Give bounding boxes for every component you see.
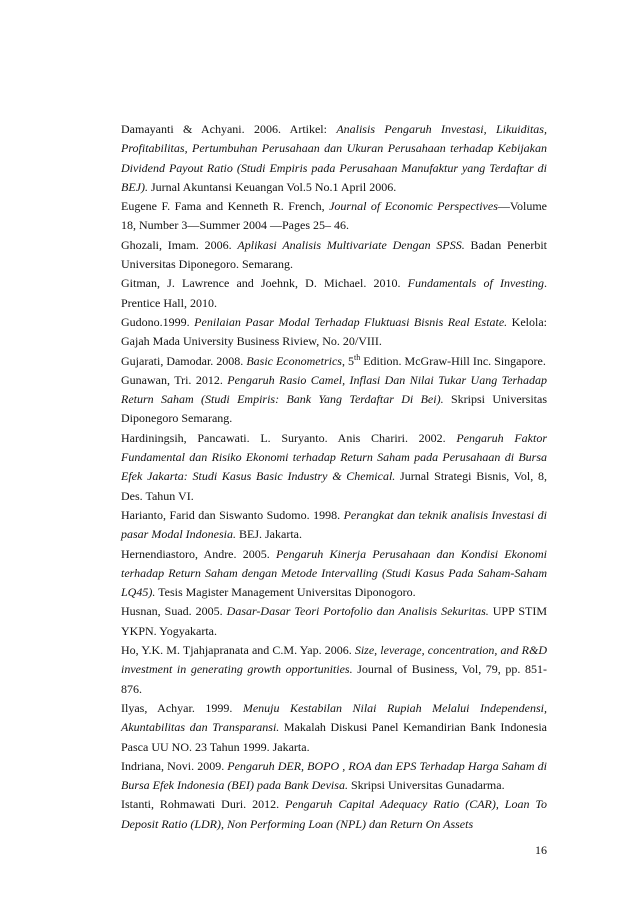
reference-title: Size, leverage, concentration, and R&D investment in generating growth opportunities. xyxy=(121,643,547,677)
reference-entry xyxy=(121,371,547,429)
reference-entry xyxy=(121,602,547,641)
reference-title: Pengaruh Capital Adequacy Ratio (CAR), Loan To Deposit Ratio (LDR), Non Performing Loan (NPL) dan Return On Assets xyxy=(121,797,547,831)
reference-text: Husnan, Suad. 2005. xyxy=(121,604,227,619)
reference-text: Gudono.1999. xyxy=(121,314,195,329)
reference-entry xyxy=(121,795,547,834)
reference-text: Ghozali, Imam. 2006. xyxy=(121,237,238,252)
reference-title: Basic Econometrics xyxy=(246,353,342,368)
reference-text: BEJ. Jakarta. xyxy=(236,527,302,542)
page-number: 16 xyxy=(535,843,547,857)
reference-title: Fundamentals of Investing xyxy=(407,276,545,291)
reference-title: Pengaruh Kinerja Perusahaan dan Kondisi Ekonomi terhadap Return Saham dengan Metode Intervalling (Studi Kasus Pada Saham-Saham LQ45). xyxy=(121,546,547,600)
reference-entry xyxy=(121,641,547,699)
reference-title: Aplikasi Analisis Multivariate Dengan SPSS. xyxy=(237,237,465,252)
reference-title: Penilaian Pasar Modal Terhadap Fluktuasi Bisnis Real Estate. xyxy=(194,314,508,329)
reference-text: Journal of Business, Vol, 79, pp. 851-876. xyxy=(121,662,547,696)
reference-text: Edition. McGraw-Hill Inc. Singapore. xyxy=(360,353,546,368)
reference-entry xyxy=(121,197,547,236)
reference-text: Gunawan, Tri. 2012. xyxy=(121,372,228,387)
reference-entry xyxy=(121,313,547,352)
reference-text: Gujarati, Damodar. 2008. xyxy=(121,353,247,368)
reference-text: Skripsi Universitas Gunadarma. xyxy=(347,778,505,793)
reference-title: Perangkat dan teknik analisis Investasi di pasar Modal Indonesia. xyxy=(121,507,548,542)
reference-title: Analisis Pengaruh Investasi, Likuiditas, Profitabilitas, Pertumbuhan Perusahaan dan Ukuran Perusahaan terhadap Kebijakan Dividend Payout Ratio (Studi Empiris pada Perusahaan Manufaktur yang Terdaftar di BEJ). xyxy=(121,122,547,194)
reference-text: Gitman, J. Lawrence and Joehnk, D. Michael. 2010. xyxy=(121,276,408,291)
reference-entry xyxy=(121,699,547,757)
reference-text: Tesis Magister Management Universitas Diponogoro. xyxy=(155,585,416,600)
reference-text: Damayanti & Achyani. 2006. Artikel: xyxy=(121,122,337,136)
reference-title: Menuju Kestabilan Nilai Rupiah Melalui Independensi, Akuntabilitas dan Transparansi. xyxy=(121,700,547,735)
reference-entry xyxy=(121,236,547,275)
reference-entry xyxy=(121,274,547,313)
reference-title: Pengaruh Rasio Camel, Inflasi Dan Nilai Tukar Uang Terhadap Return Saham (Studi Empiris: Bank Yang Terdaftar Di Bei). xyxy=(121,372,548,407)
reference-entry xyxy=(121,352,547,371)
reference-text: Skripsi Universitas Diponegoro Semarang. xyxy=(121,392,547,426)
reference-text: Makalah Diskusi Panel Kemandirian Bank Indonesia Pasca UU NO. 23 Tahun 1999. Jakarta. xyxy=(121,720,547,754)
reference-text: Kelola: Gajah Mada University Business Riview, No. 20/VIII. xyxy=(121,314,547,349)
reference-text: —Volume 18, Number 3—Summer 2004 —Pages 25– 46. xyxy=(121,199,547,233)
reference-entry xyxy=(121,506,547,545)
reference-list xyxy=(121,120,547,834)
reference-text: Ho, Y.K. M. Tjahjapranata and C.M. Yap. 2006. xyxy=(121,643,355,658)
reference-text: Hardiningsih, Pancawati. L. Suryanto. Anis Chariri. 2002. xyxy=(121,430,457,445)
reference-text: , 5 xyxy=(341,353,354,368)
reference-text: Harianto, Farid dan Siswanto Sudomo. 1998. xyxy=(121,507,344,522)
reference-entry xyxy=(121,545,547,603)
reference-text: UPP STIM YKPN. Yogyakarta. xyxy=(121,604,547,638)
reference-text: . Prentice Hall, 2010. xyxy=(121,276,548,310)
reference-entry xyxy=(121,757,547,796)
reference-superscript: th xyxy=(353,352,361,362)
reference-text: Badan Penerbit Universitas Diponegoro. Semarang. xyxy=(121,237,547,272)
reference-title: Journal of Economic Perspectives xyxy=(329,199,498,214)
reference-text: Eugene F. Fama and Kenneth R. French, xyxy=(121,199,330,214)
reference-entry xyxy=(121,429,547,506)
reference-text: Hernendiastoro, Andre. 2005. xyxy=(121,546,276,561)
reference-title: Pengaruh DER, BOPO , ROA dan EPS Terhadap Harga Saham di Bursa Efek Indonesia (BEI) pada Bank Devisa. xyxy=(121,758,547,793)
reference-title: Dasar-Dasar Teori Portofolio dan Analisis Sekuritas. xyxy=(226,604,489,619)
reference-title: Pengaruh Faktor Fundamental dan Risiko Ekonomi terhadap Return Saham pada Perusahaan di Bursa Efek Jakarta: Studi Kasus Basic Industry & Chemical. xyxy=(121,430,547,484)
reference-text: Indriana, Novi. 2009. xyxy=(121,758,228,773)
reference-text: Istanti, Rohmawati Duri. 2012. xyxy=(121,797,286,812)
reference-entry xyxy=(121,120,547,197)
reference-text: Jurnal Strategi Bisnis, Vol, 8, Des. Tahun VI. xyxy=(121,469,547,503)
reference-text: Ilyas, Achyar. 1999. xyxy=(121,700,243,715)
reference-text: Jurnal Akuntansi Keuangan Vol.5 No.1 April 2006. xyxy=(147,179,397,194)
